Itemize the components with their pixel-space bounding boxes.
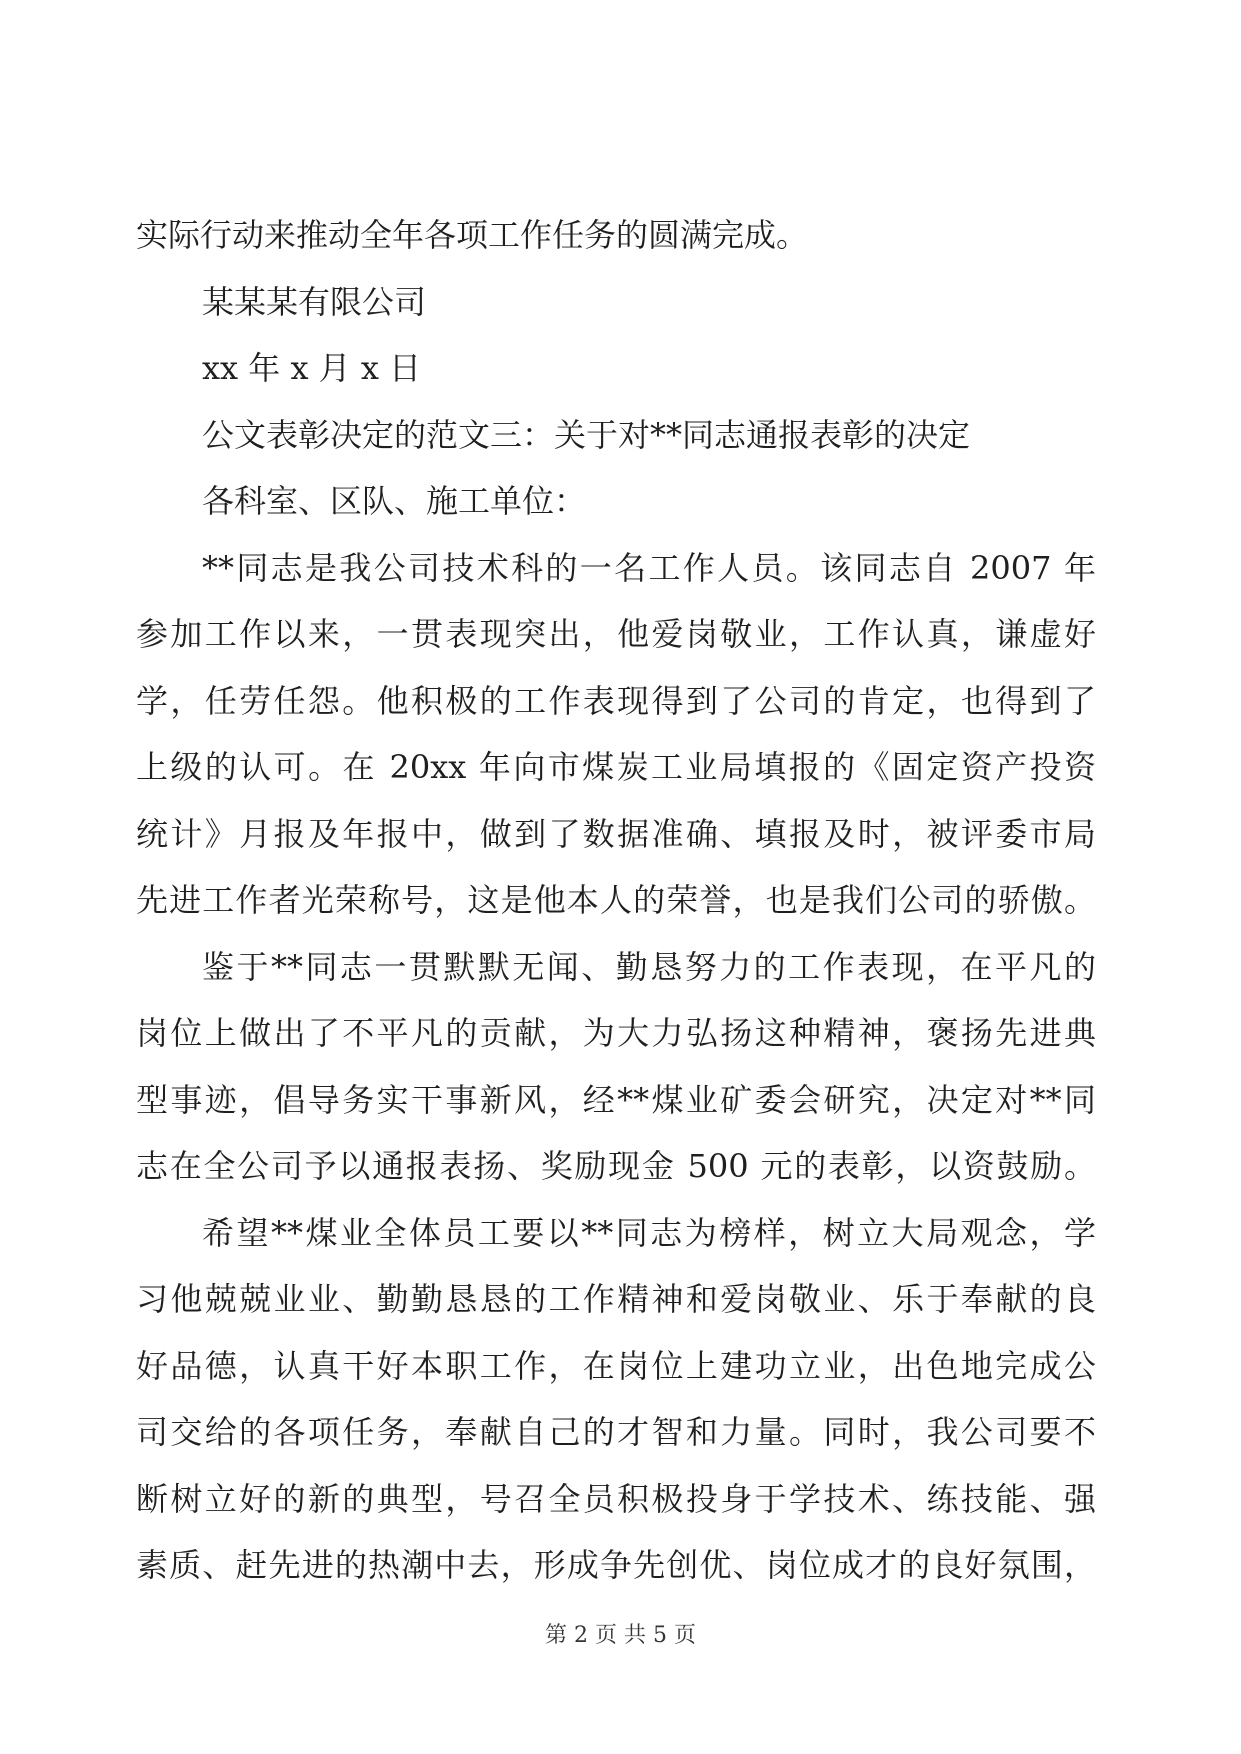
page-number-footer: 第 2 页 共 5 页 (545, 1623, 696, 1648)
text-line-5: 各科室、区队、施工单位： (202, 482, 587, 520)
text-line-19: 司交给的各项任务，奉献自己的才智和力量。同时，我公司要不 (136, 1413, 1096, 1451)
text-line-9: 上级的认可。在 20xx 年向市煤炭工业局填报的《固定资产投资 (136, 748, 1096, 786)
text-line-4: 公文表彰决定的范文三：关于对**同志通报表彰的决定 (202, 415, 971, 454)
text-line-13: 岗位上做出了不平凡的贡献，为大力弘扬这种精神，褒扬先进典 (136, 1014, 1096, 1052)
text-line-10: 统计》月报及年报中，做到了数据准确、填报及时，被评委市局 (136, 814, 1096, 853)
text-line-1: 实际行动来推动全年各项工作任务的圆满完成。 (136, 216, 809, 254)
document-body (136, 202, 1096, 1599)
text-line-15: 志在全公司予以通报表扬、奖励现金 500 元的表彰，以资鼓励。 (136, 1147, 1096, 1185)
text-line-20: 断树立好的新的典型，号召全员积极投身于学技术、练技能、强 (136, 1479, 1096, 1518)
text-line-21: 素质、赶先进的热潮中去，形成争先创优、岗位成才的良好氛围， (136, 1546, 1096, 1584)
text-line-8: 学，任劳任怨。他积极的工作表现得到了公司的肯定，也得到了 (136, 681, 1096, 720)
text-line-18: 好品德，认真干好本职工作，在岗位上建功立业，出色地完成公 (136, 1346, 1096, 1385)
text-line-12: 鉴于**同志一贯默默无闻、勤恳努力的工作表现，在平凡的 (202, 947, 1096, 986)
text-line-6: **同志是我公司技术科的一名工作人员。该同志自 2007 年 (202, 548, 1096, 587)
text-line-17: 习他兢兢业业、勤勤恳恳的工作精神和爱岗敬业、乐于奉献的良 (136, 1280, 1096, 1318)
text-line-16: 希望**煤业全体员工要以**同志为榜样，树立大局观念，学 (202, 1213, 1096, 1252)
text-line-3: xx 年 x 月 x 日 (202, 349, 422, 387)
text-line-11: 先进工作者光荣称号，这是他本人的荣誉，也是我们公司的骄傲。 (136, 881, 1096, 919)
text-line-7: 参加工作以来，一贯表现突出，他爱岗敬业，工作认真，谦虚好 (136, 615, 1096, 653)
text-line-2: 某某某有限公司 (202, 282, 427, 321)
text-line-14: 型事迹，倡导务实干事新风，经**煤业矿委会研究，决定对**同 (136, 1080, 1096, 1119)
